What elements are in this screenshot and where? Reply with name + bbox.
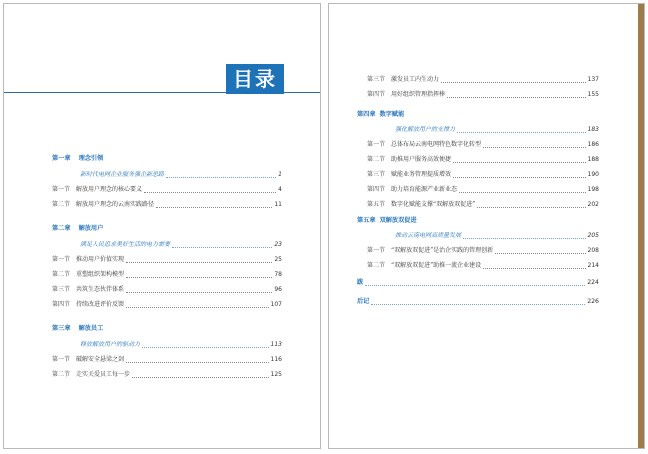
page-number: 96 [274,286,282,293]
toc-entry[interactable] [367,199,599,211]
page-number: 11 [274,201,282,208]
chapter-heading[interactable] [357,110,599,120]
section-number: 第三节 [367,171,386,178]
toc-entry[interactable] [367,154,599,166]
dot-leader [126,307,269,308]
page-number: 137 [587,76,599,83]
section-number: 第一节 [367,141,386,148]
page-number: 186 [587,141,599,148]
dot-leader [447,97,586,98]
chapter-number: 第五章 [357,217,376,224]
section-number: 第三节 [52,286,71,293]
chapter-title: 数字赋能 [379,111,405,118]
section-number: 第一节 [367,247,386,254]
page-number: 214 [587,262,599,269]
page-number: 205 [587,232,599,239]
left-page [3,3,321,449]
dot-leader [126,262,272,263]
dot-leader [142,347,269,348]
chapter-title: 解放用户 [78,225,104,232]
chapter-heading[interactable] [52,154,282,164]
chapter-heading[interactable] [52,324,282,334]
section-title: 数字化赋能支撑“双解放双促进” [391,201,476,208]
right-page [328,3,645,449]
toc-entry[interactable] [52,254,282,266]
intro-text: 新时代电网企业服务强企新思路 [80,171,165,178]
dot-leader [495,253,585,254]
toc-entry[interactable] [52,199,282,211]
toc-right [357,74,599,308]
section-number: 第一节 [52,356,71,363]
intro-text: 推动云南电网高质量发展 [395,232,462,239]
section-title: “双解放双促进”是治企实践的管理创新 [391,247,494,254]
chapter-intro[interactable] [52,169,282,181]
toc-entry[interactable] [367,169,599,181]
section-title: 解放用户理念的云南实践路径 [76,201,155,208]
section-title: 重塑组织架构模型 [76,271,125,278]
dot-leader [132,377,269,378]
chapter-title: 双解放双促进 [379,217,417,224]
toc-entry[interactable] [367,89,599,101]
section-number: 第二节 [367,156,386,163]
dot-leader [126,362,269,363]
dot-leader [483,147,586,148]
section-title: 总体布局云南电网特色数字化转型 [391,141,482,148]
chapter-heading[interactable] [52,224,282,234]
chapter-number: 第三章 [52,325,71,332]
toc-entry[interactable] [367,184,599,196]
page-number: 188 [587,156,599,163]
section-title: 持续改进评价反馈 [76,301,125,308]
toc-entry[interactable] [367,260,599,272]
page-number: 125 [270,371,282,378]
page-number: 208 [587,247,599,254]
dot-leader [477,207,585,208]
intro-text: 释放解放用户的驱动力 [80,341,141,348]
toc-entry[interactable] [367,245,599,257]
section-number: 第三节 [367,76,386,83]
chapter-intro[interactable] [367,124,599,136]
page-number: 155 [587,91,599,98]
section-number: 第二节 [52,371,71,378]
toc-entry[interactable] [52,354,282,366]
page-number: 224 [587,279,599,286]
page-number: 202 [587,201,599,208]
dot-leader [172,247,272,248]
chapter-heading[interactable] [357,216,599,226]
section-title: 共筑生态伙伴体系 [76,286,125,293]
chapter-title: 解放员工 [78,325,104,332]
section-number: 第四节 [52,301,71,308]
page-number: 226 [587,298,599,305]
page-number: 78 [274,271,282,278]
dot-leader [371,304,585,305]
toc-entry[interactable] [367,74,599,86]
page-number: 198 [587,186,599,193]
page-number: 23 [274,241,282,248]
dot-leader [459,192,586,193]
toc-entry-appendix[interactable] [357,277,599,289]
appendix-title: 跋 [357,279,364,286]
chapter-number: 第四章 [357,111,376,118]
dot-leader [463,238,586,239]
page-number: 183 [587,126,599,133]
section-number: 第四节 [367,91,386,98]
section-number: 第一节 [52,256,71,263]
section-title: 助推用户服务高效便捷 [391,156,452,163]
chapter-intro[interactable] [52,239,282,251]
toc-title: 目录 [226,64,284,94]
toc-entry[interactable] [52,184,282,196]
dot-leader [453,162,586,163]
section-title: 推动用户价值实现 [76,256,125,263]
section-title: 走实关爱员工每一步 [76,371,131,378]
chapter-intro[interactable] [367,230,599,242]
section-title: “双解放双促进”助推一流企业建设 [391,262,482,269]
dot-leader [365,285,585,286]
afterword-title: 后记 [357,298,370,305]
dot-leader [166,177,276,178]
toc-entry[interactable] [52,284,282,296]
chapter-number: 第二章 [52,225,71,232]
section-title: 破解安全悬梁之剑 [76,356,125,363]
section-title: 用好组织管理指挥棒 [391,91,446,98]
toc-entry[interactable] [52,369,282,381]
dot-leader [126,277,272,278]
section-number: 第二节 [367,262,386,269]
section-number: 第二节 [52,201,71,208]
book-spine [638,4,644,448]
toc-left [52,154,282,384]
toc-entry[interactable] [367,139,599,151]
section-title: 赋能业务管理提质增效 [391,171,452,178]
dot-leader [483,268,585,269]
section-title: 激发员工内生动力 [391,76,440,83]
page-number: 25 [274,256,282,263]
intro-text: 满足人民追求美好生活的电力需要 [80,241,171,248]
toc-entry[interactable] [52,299,282,311]
section-title: 解放用户理念的核心要义 [76,186,143,193]
page-number: 190 [587,171,599,178]
section-number: 第一节 [52,186,71,193]
page-number: 1 [278,171,282,178]
section-number: 第五节 [367,201,386,208]
section-title: 助力培育能源产业新业态 [391,186,458,193]
toc-entry[interactable] [52,269,282,281]
section-number: 第四节 [367,186,386,193]
chapter-intro[interactable] [52,339,282,351]
toc-entry-afterword[interactable] [357,296,599,308]
dot-leader [144,192,276,193]
dot-leader [441,82,586,83]
page-number: 116 [270,356,282,363]
chapter-number: 第一章 [52,155,71,162]
dot-leader [156,207,272,208]
intro-text: 强化解放用户的支撑力 [395,126,456,133]
page-number: 113 [270,341,282,348]
chapter-title: 理念引领 [78,155,104,162]
dot-leader [126,292,272,293]
page-number: 107 [270,301,282,308]
dot-leader [453,177,586,178]
page-number: 4 [278,186,282,193]
section-number: 第二节 [52,271,71,278]
dot-leader [457,132,586,133]
